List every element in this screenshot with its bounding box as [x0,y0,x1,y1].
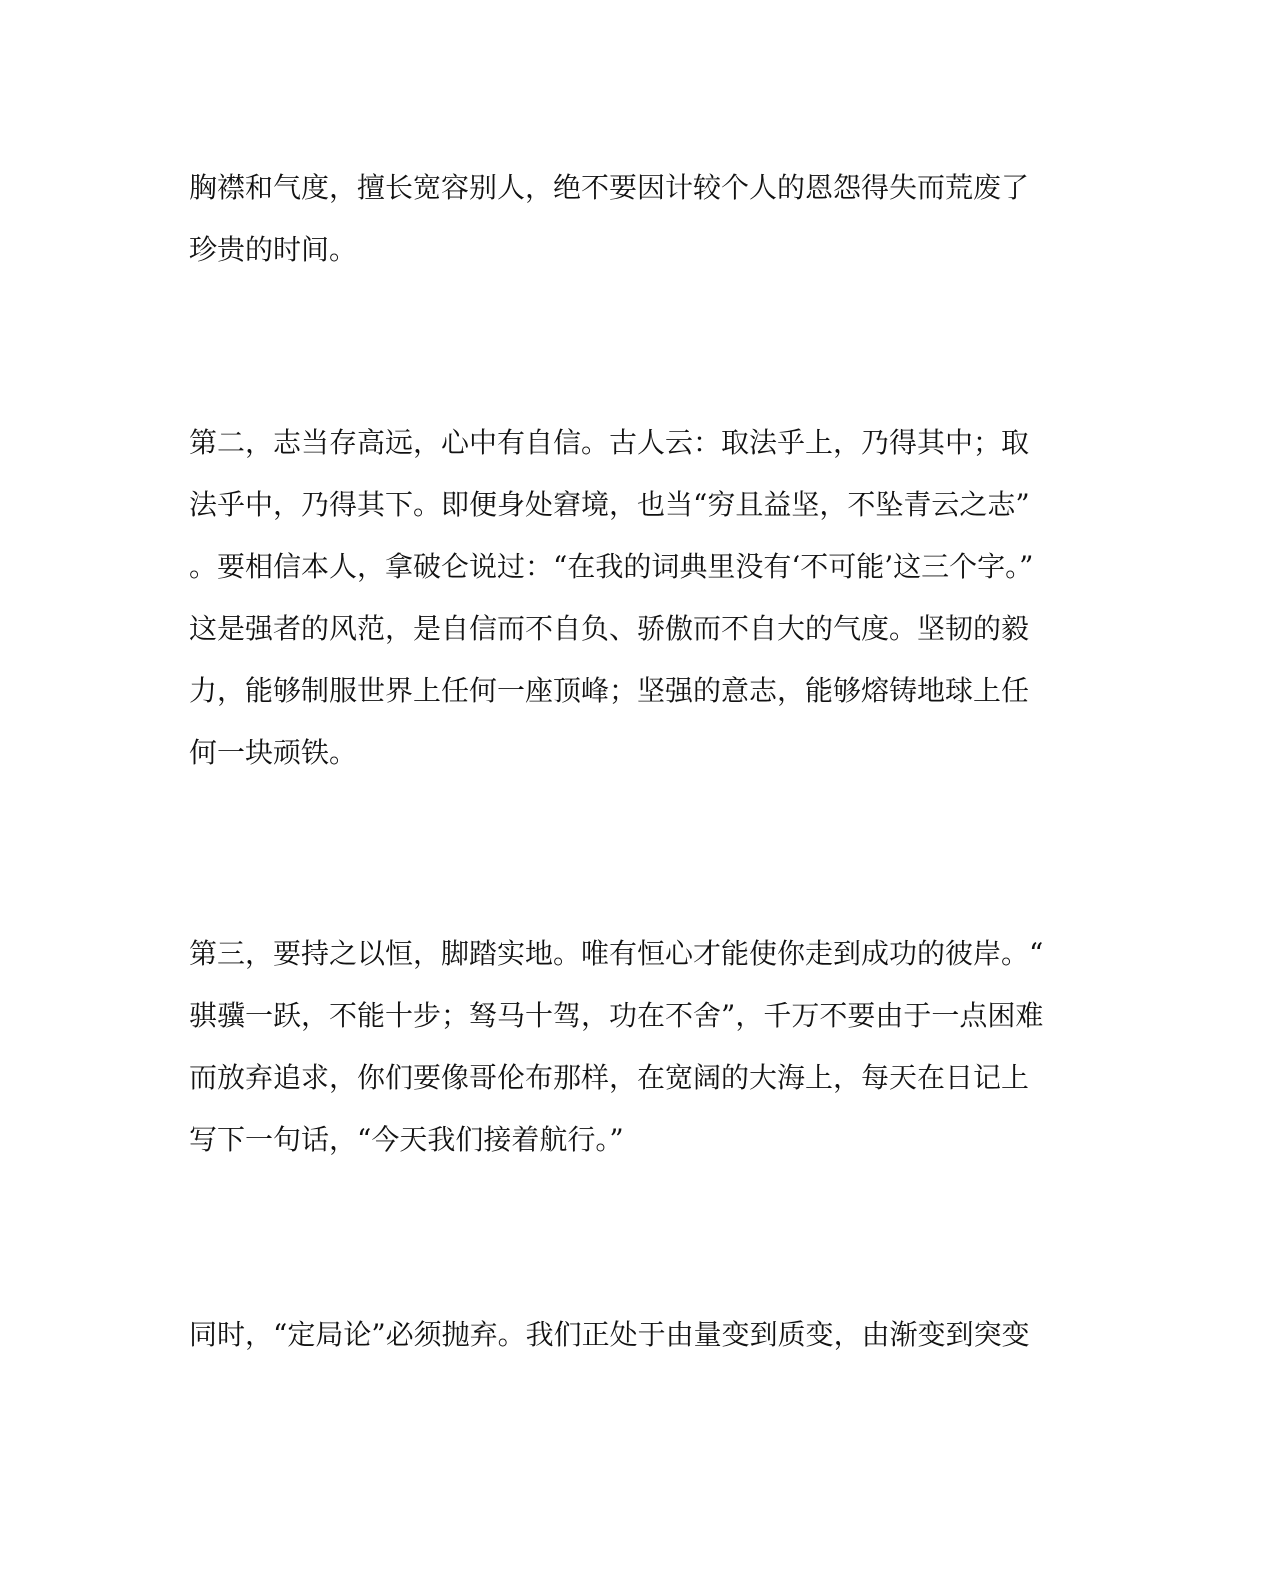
paragraph-4-line-1: 同时，“定局论”必须抛弃。我们正处于由量变到质变，由渐变到突变 [189,1318,1030,1351]
paragraph-2-line-4: 这是强者的风范，是自信而不自负、骄傲而不自大的气度。坚韧的毅 [189,612,1030,645]
paragraph-2-line-6: 何一块顽铁。 [189,736,358,769]
paragraph-3-line-1: 第三，要持之以恒，脚踏实地。唯有恒心才能使你走到成功的彼岸。“ [189,937,1044,970]
paragraph-3-line-4: 写下一句话，“今天我们接着航行。” [189,1123,624,1156]
paragraph-2-line-3: 。要相信本人，拿破仑说过：“在我的词典里没有‘不可能’这三个字。” [189,550,1034,583]
paragraph-3-line-2: 骐骥一跃，不能十步；驽马十驾，功在不舍”，千万不要由于一点困难 [189,999,1044,1032]
paragraph-1-line-2: 珍贵的时间。 [189,233,358,266]
paragraph-2-line-1: 第二，志当存高远，心中有自信。古人云：取法乎上，乃得其中；取 [189,426,1030,459]
paragraph-1-line-1: 胸襟和气度，擅长宽容别人，绝不要因计较个人的恩怨得失而荒废了 [189,171,1030,204]
paragraph-2-line-5: 力，能够制服世界上任何一座顶峰；坚强的意志，能够熔铸地球上任 [189,674,1030,707]
paragraph-3-line-3: 而放弃追求，你们要像哥伦布那样，在宽阔的大海上，每天在日记上 [189,1061,1030,1094]
paragraph-2-line-2: 法乎中，乃得其下。即便身处窘境，也当“穷且益坚，不坠青云之志” [189,488,1030,521]
